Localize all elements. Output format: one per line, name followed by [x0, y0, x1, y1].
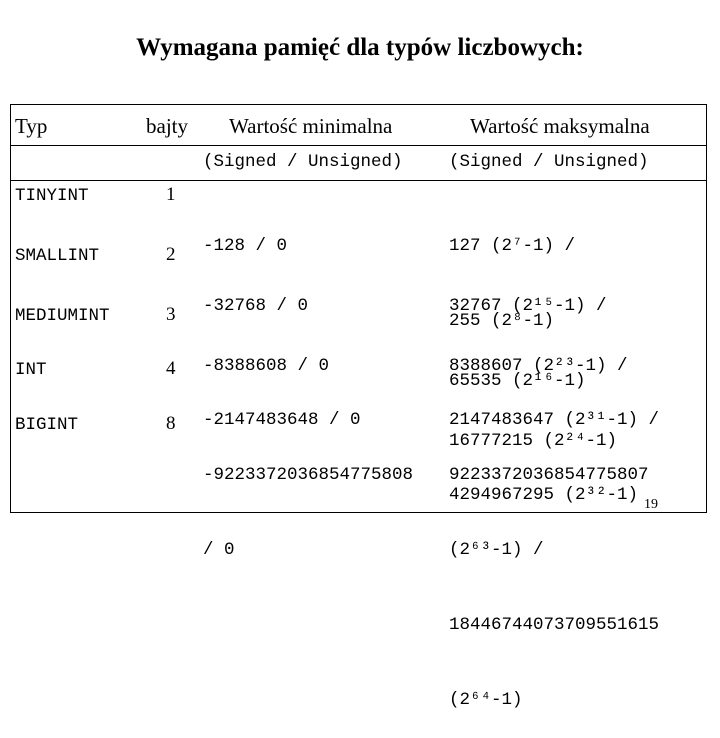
row-type: TINYINT	[15, 186, 89, 206]
header-divider	[10, 145, 707, 146]
page-title: Wymagana pamięć dla typów liczbowych:	[136, 34, 584, 61]
row-min: -2147483648 / 0	[203, 410, 361, 430]
row-max: 127 (2⁷-1) / 255 (2⁸-1)	[449, 236, 576, 331]
header-max: Wartość maksymalna	[470, 114, 650, 138]
row-bytes: 3	[166, 304, 176, 325]
row-bytes: 2	[166, 244, 176, 265]
row-type: BIGINT	[15, 415, 79, 435]
header-max-sub: (Signed / Unsigned)	[449, 152, 649, 172]
header-type: Typ	[15, 114, 48, 138]
row-max: 9223372036854775807 (2⁶³-1) / 18446744073709551615 (2⁶⁴-1)	[449, 465, 660, 710]
header-min-sub: (Signed / Unsigned)	[203, 152, 403, 172]
row-bytes: 1	[166, 184, 176, 205]
row-min: -32768 / 0	[203, 296, 309, 316]
row-max: 2147483647 (2³¹-1) / 4294967295 (2³²-1)	[449, 410, 660, 505]
row-min: -9223372036854775808 / 0	[203, 465, 414, 560]
row-max: 32767 (2¹⁵-1) / 65535 (2¹⁶-1)	[449, 296, 607, 391]
row-type: SMALLINT	[15, 246, 100, 266]
row-bytes: 8	[166, 413, 176, 434]
header-bytes: bajty	[146, 114, 188, 138]
header-bottom-divider	[10, 180, 707, 181]
row-min: -8388608 / 0	[203, 356, 330, 376]
row-max: 8388607 (2²³-1) / 16777215 (2²⁴-1)	[449, 356, 628, 451]
header-min: Wartość minimalna	[229, 114, 393, 138]
row-min: -128 / 0	[203, 236, 288, 256]
row-type: MEDIUMINT	[15, 306, 110, 326]
page-number: 19	[644, 497, 658, 512]
row-type: INT	[15, 360, 47, 380]
row-bytes: 4	[166, 358, 176, 379]
